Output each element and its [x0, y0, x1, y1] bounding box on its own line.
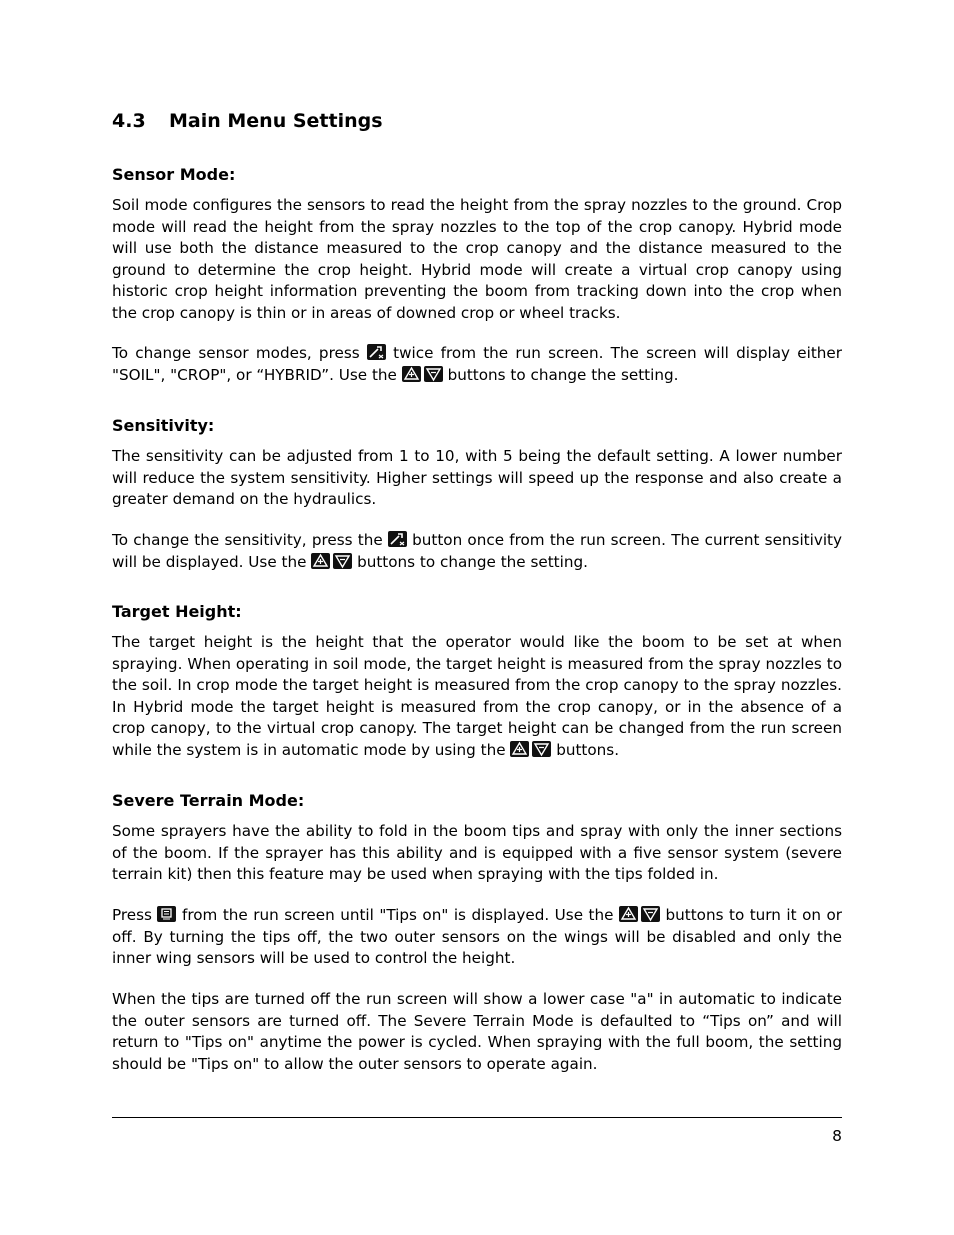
target-height-heading: Target Height: [112, 602, 242, 621]
up-arrow-icon [619, 906, 638, 922]
sensor-mode-heading: Sensor Mode: [112, 165, 236, 184]
sensitivity-paragraph-1: The sensitivity can be adjusted from 1 to 10, with 5 being the default setting. A lower number will reduce the system sensitivity. Higher settings will speed up the response and also create a greater demand on the hydraulics. [112, 447, 842, 509]
sensor-mode-paragraph-2: To change sensor modes, press twice from the run screen. The screen will display either "SOIL", "CROP", or “HYBRID”. Use the buttons to change the setting. [112, 344, 843, 384]
section-number: 4.3 [112, 110, 146, 132]
up-arrow-icon [510, 741, 529, 757]
down-arrow-icon [532, 741, 551, 757]
up-arrow-icon [311, 553, 330, 569]
severe-terrain-paragraph-3: When the tips are turned off the run screen will show a lower case "a" in automatic to indicate the outer sensors are turned off. The Severe Terrain Mode is defaulted to “Tips on” and will return to "Tips on" anytime the power is cycled. When spraying with the full boom, the setting should be "Tips on" to allow the outer sensors to operate again. [112, 990, 842, 1073]
sensitivity-heading: Sensitivity: [112, 416, 215, 435]
severe-terrain-paragraph-2: Press from the run screen until "Tips on" is displayed. Use the buttons to turn it on or off. By turning the tips off, the two outer sensors on the wings will be disabled and only the inner wing sensors will be used to control the height. [112, 906, 843, 968]
section-title [112, 110, 383, 132]
severe-terrain-paragraph-1: Some sprayers have the ability to fold in the boom tips and spray with only the inner sections of the boom. If the sprayer has this ability and is equipped with a five sensor system (severe terrain kit) then this feature may be used when spraying with the tips folded in. [112, 822, 842, 884]
settings-wrench-icon [367, 344, 386, 360]
page-number: 8 [832, 1127, 842, 1145]
down-arrow-icon [641, 906, 660, 922]
menu-icon [157, 906, 176, 922]
severe-terrain-heading: Severe Terrain Mode: [112, 791, 305, 810]
footer-divider [112, 1117, 842, 1118]
target-height-paragraph-1: The target height is the height that the operator would like the boom to be set at when spraying. When operating in soil mode, the target height is measured from the spray nozzles to the soil. In crop mode the target height is measured from the crop canopy to the spray nozzles. In Hybrid mode the target height is measured from the crop canopy, or in the absence of a crop canopy, to the virtual crop canopy. The target height can be changed from the run screen while the system is in automatic mode by using the buttons. [112, 633, 842, 759]
settings-wrench-icon [388, 531, 407, 547]
sensitivity-paragraph-2: To change the sensitivity, press the button once from the run screen. The current sensitivity will be displayed. Use the buttons to change the setting. [112, 531, 842, 571]
up-arrow-icon [402, 366, 421, 382]
down-arrow-icon [333, 553, 352, 569]
sensor-mode-paragraph-1: Soil mode configures the sensors to read the height from the spray nozzles to the ground. Crop mode will read the height from the spray nozzles to the top of the crop canopy. Hybrid mode will use both the distance measured to the crop canopy and the distance measured to the ground to determine the crop height. Hybrid mode will create a virtual crop canopy using historic crop height information preventing the boom from tracking down into the crop when the crop canopy is thin or in areas of downed crop or wheel tracks. [112, 196, 842, 322]
section-heading: Main Menu Settings [169, 110, 383, 132]
down-arrow-icon [424, 366, 443, 382]
